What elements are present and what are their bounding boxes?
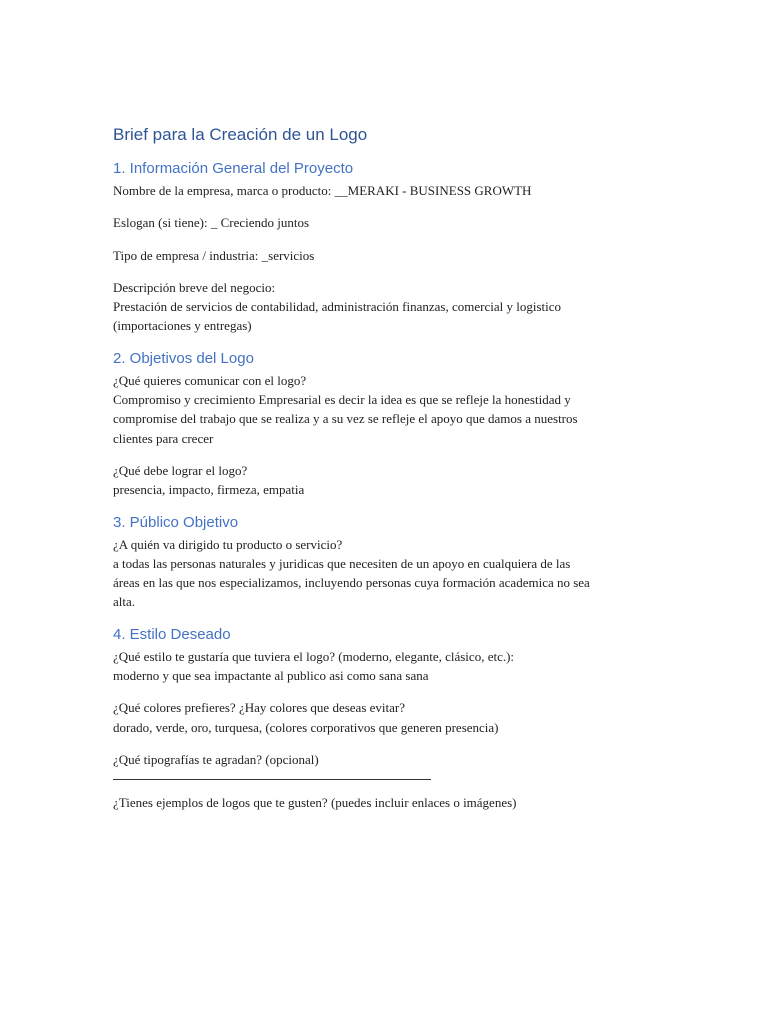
company-name-field <box>113 181 673 200</box>
paragraph-line: clientes para crecer <box>113 430 214 446</box>
style-preference <box>113 647 673 686</box>
color-preference <box>113 698 673 737</box>
section-heading: 1. Información General del Proyecto <box>113 160 354 177</box>
logo-examples <box>113 793 673 812</box>
paragraph-line: Compromiso y crecimiento Empresarial es decir la idea es que se refleje la honestidad y <box>113 392 571 408</box>
paragraph-line: Nombre de la empresa, marca o producto: __MERAKI - BUSINESS GROWTH <box>113 183 532 198</box>
paragraph-line: alta. <box>113 594 136 610</box>
industry-field <box>113 246 673 265</box>
paragraph-line: (importaciones y entregas) <box>113 318 252 334</box>
slogan-field <box>113 213 673 232</box>
paragraph-line: ¿Qué quieres comunicar con el logo? <box>113 372 307 388</box>
target-audience-answer <box>113 535 673 612</box>
section-general-info <box>113 159 673 336</box>
paragraph-line: ¿A quién va dirigido tu producto o servicio? <box>113 536 343 552</box>
document-content <box>113 124 673 826</box>
paragraph-line: moderno y que sea impactante al publico asi como sana sana <box>113 668 429 684</box>
communication-goal <box>113 371 673 448</box>
logo-achievement <box>113 461 673 500</box>
paragraph-line: Prestación de servicios de contabilidad, administración finanzas, comercial y logistico <box>113 299 561 315</box>
paragraph-line: presencia, impacto, firmeza, empatia <box>113 482 305 498</box>
paragraph-line: compromise del trabajo que se realiza y a su vez se refleje el apoyo que damos a nuestros <box>113 411 578 427</box>
document-title: Brief para la Creación de un Logo <box>113 125 368 144</box>
paragraph-line: ¿Qué tipografías te agradan? (opcional) <box>113 751 319 767</box>
paragraph-line: Eslogan (si tiene): _ Creciendo juntos <box>113 215 310 231</box>
paragraph-line: áreas en las que nos especializamos, incluyendo personas cuya formación academica no sea <box>113 575 590 591</box>
typography-preference <box>113 750 673 780</box>
paragraph-line: Descripción breve del negocio: <box>113 279 276 295</box>
paragraph-line: dorado, verde, oro, turquesa, (colores corporativos que generen presencia) <box>113 719 499 735</box>
paragraph-line: ¿Qué colores prefieres? ¿Hay colores que deseas evitar? <box>113 700 405 716</box>
paragraph-line: ¿Qué estilo te gustaría que tuviera el logo? (moderno, elegante, clásico, etc.): <box>113 648 515 664</box>
section-heading: 4. Estilo Deseado <box>113 625 231 643</box>
section-logo-objectives <box>113 349 673 500</box>
business-description <box>113 278 673 336</box>
section-desired-style <box>113 625 673 813</box>
section-heading: 2. Objetivos del Logo <box>113 349 254 367</box>
section-heading: 3. Público Objetivo <box>113 513 239 531</box>
paragraph-line: ¿Tienes ejemplos de logos que te gusten? (puedes incluir enlaces o imágenes) <box>113 795 517 811</box>
section-target-audience <box>113 513 673 612</box>
paragraph-line: a todas las personas naturales y juridicas que necesiten de un apoyo en cualquiera de las <box>113 555 571 571</box>
paragraph-line: Tipo de empresa / industria: _servicios <box>113 247 315 263</box>
blank-answer-line <box>113 779 431 780</box>
paragraph-line: ¿Qué debe lograr el logo? <box>113 462 248 478</box>
